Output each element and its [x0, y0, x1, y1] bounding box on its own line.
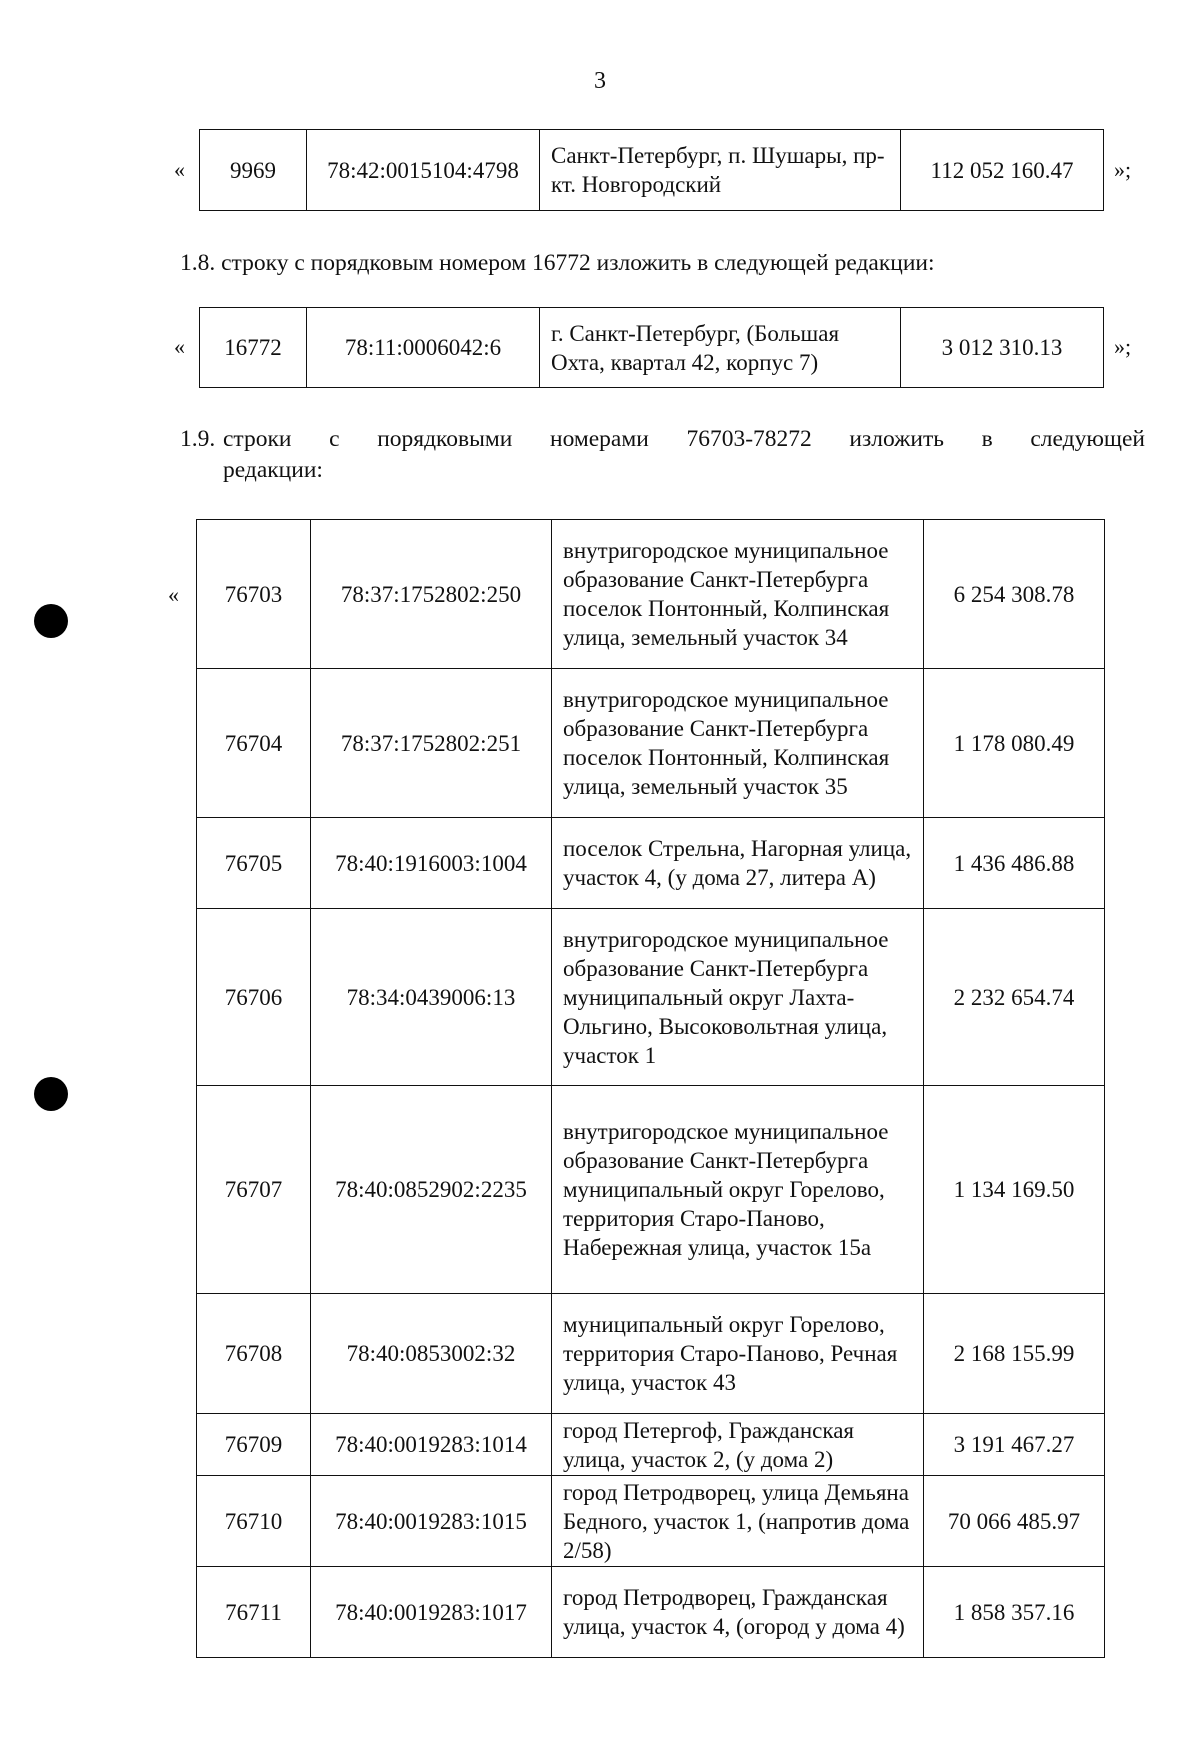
table-row	[197, 1567, 1105, 1658]
cadastral-number-cell: 78:34:0439006:13	[311, 909, 552, 1086]
address-cell: внутригородское муниципальное образование Санкт-Петербурга муниципальный округ Лахта-Ольгино, Высоковольтная улица, участок 1	[552, 909, 924, 1086]
closing-quote: »;	[1114, 157, 1132, 182]
cadastral-number-cell: 78:37:1752802:250	[311, 520, 552, 669]
address-cell: поселок Стрельна, Нагорная улица, участок 4, (у дома 27, литера А)	[552, 818, 924, 909]
cadastral-number-cell: 78:40:0019283:1014	[311, 1414, 552, 1476]
punch-hole	[34, 604, 68, 638]
cadastral-number-cell: 78:40:0019283:1017	[311, 1567, 552, 1658]
row-number-cell: 76711	[197, 1567, 311, 1658]
value-cell: 2 232 654.74	[924, 909, 1105, 1086]
table-row-16772	[199, 307, 1104, 388]
addresses-table	[196, 519, 1105, 1658]
table-row	[197, 1414, 1105, 1476]
table-row	[200, 308, 1104, 388]
value-cell: 3 191 467.27	[924, 1414, 1105, 1476]
cadastral-number-cell: 78:40:0852902:2235	[311, 1086, 552, 1294]
table-row	[197, 1086, 1105, 1294]
paragraph-1-9	[180, 424, 1145, 494]
paragraph-number: 1.9.	[180, 426, 216, 452]
row-number-cell: 76703	[197, 520, 311, 669]
cadastral-number-cell: 78:40:0853002:32	[311, 1294, 552, 1414]
row-number-cell: 76705	[197, 818, 311, 909]
paragraph-text: строку с порядковым номером 16772 изложить в следующей редакции:	[221, 250, 935, 276]
value-cell: 6 254 308.78	[924, 520, 1105, 669]
opening-quote: «	[174, 157, 185, 182]
address-cell: город Петродворец, Гражданская улица, участок 4, (огород у дома 4)	[552, 1567, 924, 1658]
value-cell: 1 858 357.16	[924, 1567, 1105, 1658]
row-number-cell: 76708	[197, 1294, 311, 1414]
row-number-cell: 16772	[200, 308, 307, 388]
punch-hole	[34, 1077, 68, 1111]
cadastral-number-cell: 78:40:1916003:1004	[311, 818, 552, 909]
address-cell: Санкт-Петербург, п. Шушары, пр-кт. Новгородский	[540, 130, 901, 211]
cadastral-number-cell: 78:37:1752802:251	[311, 669, 552, 818]
address-cell: муниципальный округ Горелово, территория Старо-Паново, Речная улица, участок 43	[552, 1294, 924, 1414]
opening-quote: «	[168, 582, 179, 607]
row-number-cell: 76707	[197, 1086, 311, 1294]
value-cell: 112 052 160.47	[901, 130, 1104, 211]
address-cell: город Петродворец, улица Демьяна Бедного, участок 1, (напротив дома 2/58)	[552, 1476, 924, 1567]
row-number-cell: 76709	[197, 1414, 311, 1476]
cadastral-number-cell: 78:42:0015104:4798	[307, 130, 540, 211]
table-row	[197, 1294, 1105, 1414]
paragraph-number: 1.8.	[180, 250, 216, 276]
address-cell: внутригородское муниципальное образование Санкт-Петербурга муниципальный округ Горелово, территория Старо-Паново, Набережная улица, участок 15а	[552, 1086, 924, 1294]
row-number-cell: 76710	[197, 1476, 311, 1567]
row-number-cell: 76706	[197, 909, 311, 1086]
table-row	[197, 1476, 1105, 1567]
page-number: 3	[594, 68, 606, 94]
table-row	[197, 909, 1105, 1086]
closing-quote: »;	[1114, 334, 1132, 359]
table-row	[200, 130, 1104, 211]
table-row	[197, 818, 1105, 909]
value-cell: 1 134 169.50	[924, 1086, 1105, 1294]
row-number-cell: 9969	[200, 130, 307, 211]
value-cell: 2 168 155.99	[924, 1294, 1105, 1414]
table-row-9969	[199, 129, 1104, 211]
address-cell: г. Санкт-Петербург, (Большая Охта, квартал 42, корпус 7)	[540, 308, 901, 388]
value-cell: 3 012 310.13	[901, 308, 1104, 388]
row-number-cell: 76704	[197, 669, 311, 818]
address-cell: город Петергоф, Гражданская улица, участок 2, (у дома 2)	[552, 1414, 924, 1476]
table-row	[197, 520, 1105, 669]
address-cell: внутригородское муниципальное образование Санкт-Петербурга поселок Понтонный, Колпинская улица, земельный участок 35	[552, 669, 924, 818]
value-cell: 1 436 486.88	[924, 818, 1105, 909]
value-cell: 70 066 485.97	[924, 1476, 1105, 1567]
paragraph-1-8	[180, 248, 1080, 279]
value-cell: 1 178 080.49	[924, 669, 1105, 818]
table-row	[197, 669, 1105, 818]
paragraph-text-line-2: редакции:	[223, 457, 323, 483]
cadastral-number-cell: 78:11:0006042:6	[307, 308, 540, 388]
cadastral-number-cell: 78:40:0019283:1015	[311, 1476, 552, 1567]
paragraph-text-line-1: строки с порядковыми номерами 76703-78272 изложить в следующей	[223, 426, 1145, 452]
opening-quote: «	[174, 334, 185, 359]
address-cell: внутригородское муниципальное образование Санкт-Петербурга поселок Понтонный, Колпинская улица, земельный участок 34	[552, 520, 924, 669]
